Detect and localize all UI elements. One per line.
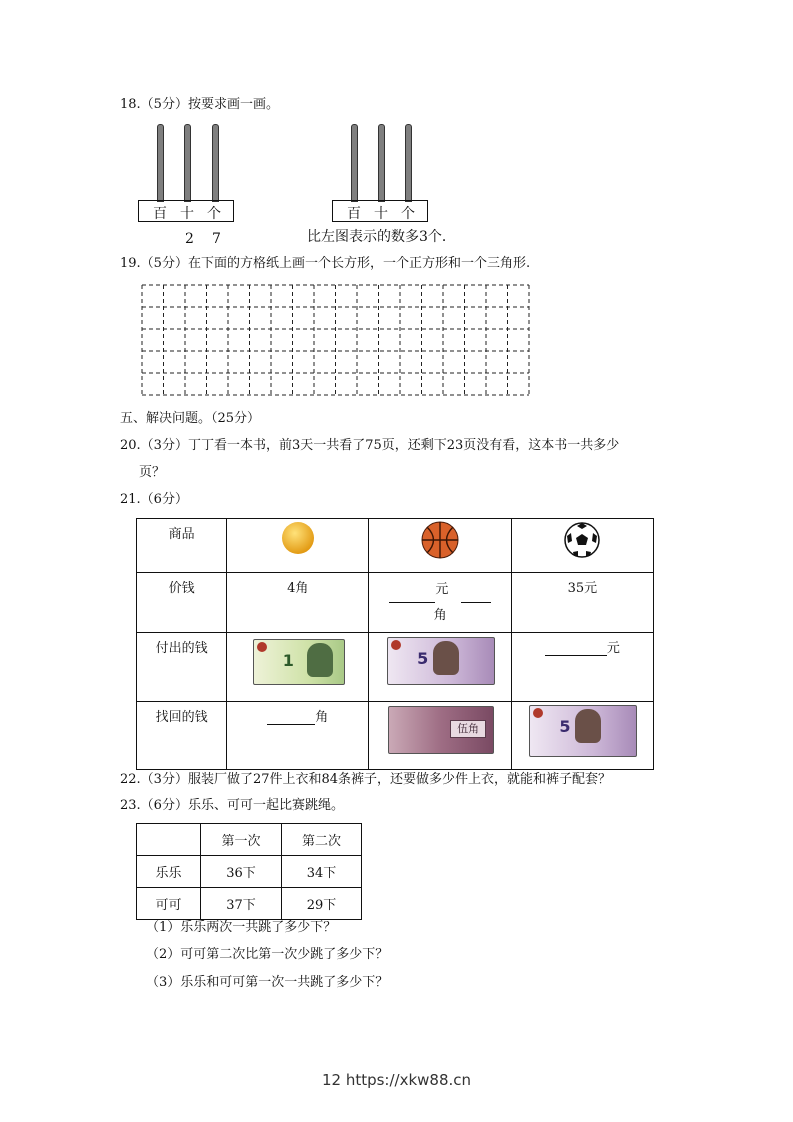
q20-line2: 页？ bbox=[139, 465, 166, 480]
table-header-row bbox=[137, 824, 362, 856]
change-col3 bbox=[511, 702, 653, 770]
q18-title: 18.（5分）按要求画一画。 bbox=[120, 97, 279, 112]
row-second: 34下 bbox=[282, 856, 362, 888]
abacus-rod-hundreds bbox=[351, 124, 358, 202]
abacus-rod-tens bbox=[378, 124, 385, 202]
header-first: 第一次 bbox=[201, 824, 282, 856]
header-blank bbox=[137, 824, 201, 856]
banknote-denomination: 5 bbox=[559, 717, 571, 736]
row-label-paid: 付出的钱 bbox=[137, 633, 227, 702]
abacus-left-base bbox=[138, 200, 234, 222]
q23-sub3: （3）乐乐和可可第一次一共跳了多少下？ bbox=[146, 975, 389, 990]
paid-yuan-unit: 元 bbox=[606, 641, 620, 656]
q23-sub1: （1）乐乐两次一共跳了多少下？ bbox=[146, 920, 337, 935]
abacus-right-base bbox=[332, 200, 428, 222]
banknote-denomination: 5 bbox=[417, 649, 429, 668]
table-row bbox=[137, 888, 362, 920]
q21-price-table bbox=[136, 518, 654, 770]
basketball-icon bbox=[421, 521, 459, 559]
place-label-hundreds: 百 bbox=[347, 206, 361, 222]
table-row bbox=[137, 856, 362, 888]
row-label-goods: 商品 bbox=[137, 519, 227, 573]
row-name: 可可 bbox=[137, 888, 201, 920]
price-yuan-unit: 元 bbox=[435, 582, 449, 597]
abacus-rod-hundreds bbox=[157, 124, 164, 202]
place-label-ones: 个 bbox=[207, 206, 221, 222]
price-yuan-blank[interactable] bbox=[389, 588, 435, 603]
abacus-right-caption: 比左图表示的数多3个． bbox=[307, 229, 456, 245]
q20-line1: 20.（3分）丁丁看一本书，前3天一共看了75页，还剩下23页没有看，这本书一共多少 bbox=[120, 438, 620, 453]
place-label-tens: 十 bbox=[180, 206, 194, 222]
q21-title: 21.（6分） bbox=[120, 492, 188, 507]
paid-yuan-blank[interactable] bbox=[545, 641, 607, 656]
abacus-rod-ones bbox=[405, 124, 412, 202]
five-yuan-banknote bbox=[529, 705, 635, 755]
paid-col3 bbox=[511, 633, 653, 702]
price-jiao-blank[interactable] bbox=[461, 588, 491, 603]
dashed-grid-paper[interactable] bbox=[141, 284, 531, 396]
change-col2 bbox=[369, 702, 511, 770]
row-label-price: 价钱 bbox=[137, 573, 227, 633]
orange-ball-icon bbox=[281, 521, 315, 555]
price-ball1: 4角 bbox=[227, 573, 369, 633]
change-jiao-blank[interactable] bbox=[267, 710, 315, 725]
price-ball2 bbox=[369, 573, 511, 633]
price-jiao-unit: 角 bbox=[433, 608, 447, 623]
cell-goods-1 bbox=[227, 519, 369, 573]
paid-col1 bbox=[227, 633, 369, 702]
banknote-denomination: 伍角 bbox=[450, 720, 486, 738]
q23-title: 23.（6分）乐乐、可可一起比赛跳绳。 bbox=[120, 798, 344, 813]
price-ball3: 35元 bbox=[511, 573, 653, 633]
table-row bbox=[137, 519, 654, 573]
abacus-rod-ones bbox=[212, 124, 219, 202]
change-jiao-unit: 角 bbox=[315, 710, 329, 725]
place-label-ones: 个 bbox=[401, 206, 415, 222]
place-label-tens: 十 bbox=[374, 206, 388, 222]
row-first: 37下 bbox=[201, 888, 282, 920]
header-second: 第二次 bbox=[282, 824, 362, 856]
section5-title: 五、解决问题。（25分） bbox=[120, 411, 261, 426]
five-jiao-banknote bbox=[388, 706, 492, 752]
abacus-left-digit-ones: 7 bbox=[212, 231, 221, 247]
q22-text: 22.（3分）服装厂做了27件上衣和84条裤子，还要做多少件上衣，就能和裤子配套？ bbox=[120, 772, 612, 787]
q19-title: 19.（5分）在下面的方格纸上画一个长方形，一个正方形和一个三角形. bbox=[120, 256, 531, 271]
row-first: 36下 bbox=[201, 856, 282, 888]
banknote-denomination: 1 bbox=[282, 651, 294, 670]
change-col1 bbox=[227, 702, 369, 770]
five-yuan-banknote bbox=[387, 637, 493, 683]
place-label-hundreds: 百 bbox=[153, 206, 167, 222]
abacus-left-digit-tens: 2 bbox=[185, 231, 194, 247]
soccer-ball-icon bbox=[563, 521, 601, 559]
table-row bbox=[137, 702, 654, 770]
table-row bbox=[137, 633, 654, 702]
row-second: 29下 bbox=[282, 888, 362, 920]
table-row bbox=[137, 573, 654, 633]
q23-score-table bbox=[136, 823, 362, 920]
q23-sub2: （2）可可第二次比第一次少跳了多少下？ bbox=[146, 947, 389, 962]
cell-goods-2 bbox=[369, 519, 511, 573]
row-label-change: 找回的钱 bbox=[137, 702, 227, 770]
cell-goods-3 bbox=[511, 519, 653, 573]
one-yuan-banknote bbox=[253, 639, 343, 683]
page-footer: 12 https://xkw88.cn bbox=[321, 1071, 472, 1089]
abacus-rod-tens bbox=[184, 124, 191, 202]
paid-col2 bbox=[369, 633, 511, 702]
row-name: 乐乐 bbox=[137, 856, 201, 888]
